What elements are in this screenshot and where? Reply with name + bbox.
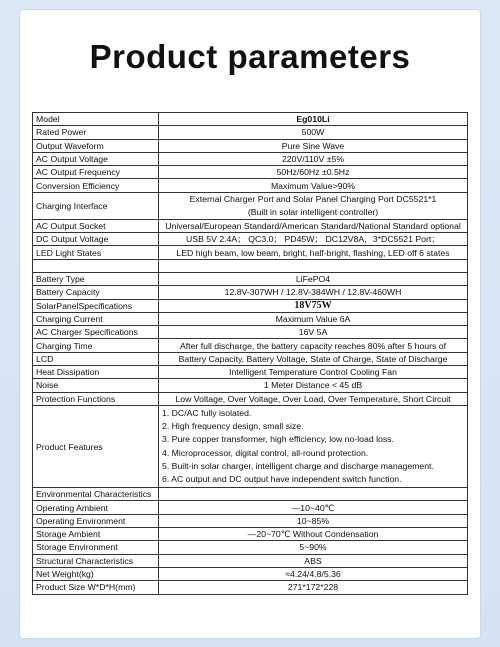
table-row bbox=[33, 272, 468, 285]
param-value: Pure Sine Wave bbox=[159, 139, 468, 152]
param-value: Eg010Li bbox=[159, 113, 468, 126]
param-value-line: (Built in solar intelligent controller) bbox=[247, 206, 379, 217]
param-name: Heat Dissipation bbox=[33, 366, 159, 379]
spec-table bbox=[32, 112, 468, 595]
param-value: 50Hz/60Hz ±0.5Hz bbox=[159, 166, 468, 179]
param-value: 16V 5A bbox=[159, 326, 468, 339]
table-row bbox=[33, 179, 468, 192]
param-value: 5~90% bbox=[159, 541, 468, 554]
param-name: Model bbox=[33, 113, 159, 126]
param-value: ≈4.24/4.8/5.36 bbox=[159, 567, 468, 580]
param-name: Battery Type bbox=[33, 272, 159, 285]
param-value: 271*172*228 bbox=[159, 581, 468, 594]
param-value: —10~40℃ bbox=[159, 501, 468, 514]
table-row bbox=[33, 567, 468, 580]
table-row bbox=[33, 405, 468, 487]
param-value: LED high beam, low beam, bright, half-bright, flashing, LED off 6 states bbox=[159, 246, 468, 259]
param-value-line: External Charger Port and Solar Panel Charging Port DC5521*1 bbox=[189, 193, 437, 204]
feature-item: 6. AC output and DC output have independent switch function. bbox=[162, 473, 402, 484]
feature-list bbox=[159, 405, 468, 487]
param-value: USB 5V 2.4A； QC3.0； PD45W； DC12V8A，3*DC5521 Port； bbox=[159, 233, 468, 246]
table-row-blank bbox=[33, 259, 468, 272]
table-row bbox=[33, 192, 468, 219]
param-name: Battery Capacity bbox=[33, 286, 159, 299]
param-name: LED Light States bbox=[33, 246, 159, 259]
param-value: 12.8V-307WH / 12.8V-384WH / 12.8V-460WH bbox=[159, 286, 468, 299]
param-value: 10~85% bbox=[159, 514, 468, 527]
param-name: Product Size W*D*H(mm) bbox=[33, 581, 159, 594]
param-name: AC Output Frequency bbox=[33, 166, 159, 179]
table-row bbox=[33, 152, 468, 165]
table-row bbox=[33, 299, 468, 312]
param-name: Conversion Efficiency bbox=[33, 179, 159, 192]
table-row bbox=[33, 528, 468, 541]
table-row bbox=[33, 246, 468, 259]
table-row bbox=[33, 113, 468, 126]
table-row bbox=[33, 541, 468, 554]
param-value bbox=[159, 259, 468, 272]
param-name: Noise bbox=[33, 379, 159, 392]
param-name: AC Output Socket bbox=[33, 219, 159, 232]
param-name: DC Output Voltage bbox=[33, 233, 159, 246]
table-row bbox=[33, 312, 468, 325]
table-row bbox=[33, 139, 468, 152]
table-row bbox=[33, 339, 468, 352]
param-value: 1 Meter Distance < 45 dB bbox=[159, 379, 468, 392]
table-row bbox=[33, 326, 468, 339]
param-name: AC Output Voltage bbox=[33, 152, 159, 165]
table-row bbox=[33, 514, 468, 527]
feature-item: 2. High frequency design, small size. bbox=[162, 421, 304, 432]
param-name: Operating Environment bbox=[33, 514, 159, 527]
param-value: 500W bbox=[159, 126, 468, 139]
table-row bbox=[33, 126, 468, 139]
table-row bbox=[33, 581, 468, 594]
param-name: Charging Current bbox=[33, 312, 159, 325]
param-name: Product Features bbox=[33, 405, 159, 487]
param-value: 18V75W bbox=[159, 299, 468, 312]
param-name: Charging Time bbox=[33, 339, 159, 352]
param-value: LiFePO4 bbox=[159, 272, 468, 285]
param-name: AC Charger Specifications bbox=[33, 326, 159, 339]
param-name bbox=[33, 259, 159, 272]
table-row bbox=[33, 219, 468, 232]
table-row bbox=[33, 554, 468, 567]
param-name: Storage Environment bbox=[33, 541, 159, 554]
table-row bbox=[33, 286, 468, 299]
param-name: LCD bbox=[33, 352, 159, 365]
param-name: SolarPanelSpecifications bbox=[33, 299, 159, 312]
param-value: 220V/110V ±5% bbox=[159, 152, 468, 165]
param-name: Rated Power bbox=[33, 126, 159, 139]
param-name: Structural Characteristics bbox=[33, 554, 159, 567]
param-value: Low Voltage, Over Voltage, Over Load, Over Temperature, Short Circuit bbox=[159, 392, 468, 405]
feature-item: 3. Pure copper transformer, high efficiency, low no-load loss. bbox=[162, 434, 394, 445]
param-name: Operating Ambient bbox=[33, 501, 159, 514]
param-name: Protection Functions bbox=[33, 392, 159, 405]
param-value: Universal/European Standard/American Standard/National Standard optional bbox=[159, 219, 468, 232]
table-row bbox=[33, 501, 468, 514]
param-name: Net Weight(kg) bbox=[33, 567, 159, 580]
feature-item: 1. DC/AC fully isolated. bbox=[162, 407, 252, 418]
param-value: —20~70℃ Without Condensation bbox=[159, 528, 468, 541]
param-value: Maximum Value 6A bbox=[159, 312, 468, 325]
table-row bbox=[33, 166, 468, 179]
table-row bbox=[33, 233, 468, 246]
table-row bbox=[33, 488, 468, 501]
param-value: Battery Capacity, Battery Voltage, State of Charge, State of Discharge bbox=[159, 352, 468, 365]
param-value bbox=[159, 488, 468, 501]
param-value bbox=[159, 192, 468, 219]
feature-item: 5. Built-in solar charger, intelligent charge and discharge management. bbox=[162, 460, 434, 471]
table-row bbox=[33, 379, 468, 392]
feature-item: 4. Microprocessor, digital control, all-round protection. bbox=[162, 447, 369, 458]
param-value: Intelligent Temperature Control Cooling Fan bbox=[159, 366, 468, 379]
table-row bbox=[33, 392, 468, 405]
table-row bbox=[33, 366, 468, 379]
param-value: After full discharge, the battery capacity reaches 80% after 5 hours of bbox=[159, 339, 468, 352]
param-name: Storage Ambient bbox=[33, 528, 159, 541]
param-value: ABS bbox=[159, 554, 468, 567]
page-title: Product parameters bbox=[89, 38, 411, 75]
param-value: Maximum Value>90% bbox=[159, 179, 468, 192]
param-name: Environmental Characteristics bbox=[33, 488, 159, 501]
param-name: Output Waveform bbox=[33, 139, 159, 152]
table-row bbox=[33, 352, 468, 365]
param-name: Charging Interface bbox=[33, 192, 159, 219]
